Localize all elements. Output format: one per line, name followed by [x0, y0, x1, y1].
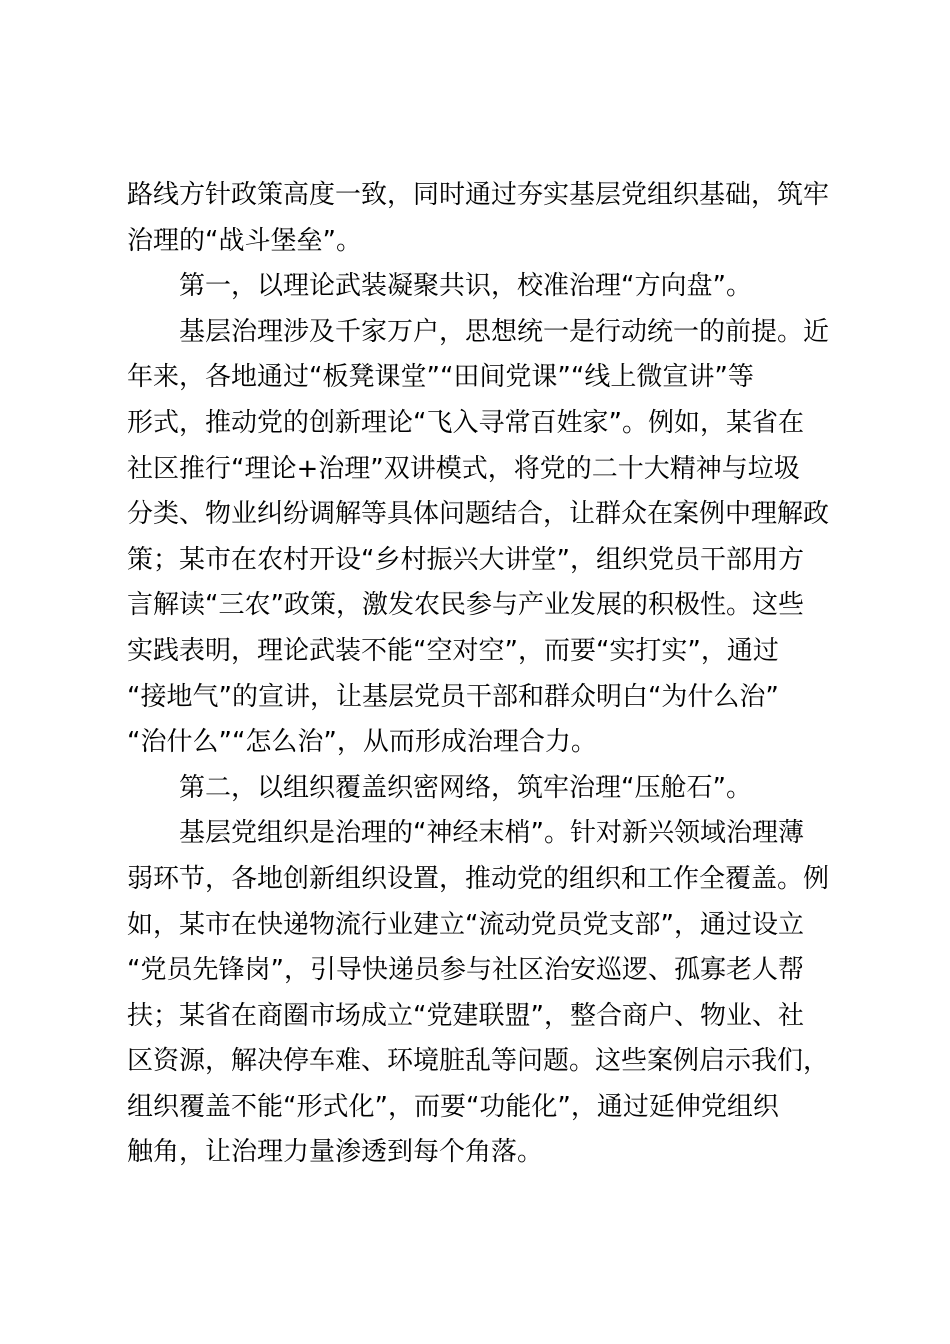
text-line: 扶；某省在商圈市场成立“党建联盟”，整合商户、物业、社 — [127, 1000, 804, 1031]
text-line: 基层治理涉及千家万户，思想统一是行动统一的前提。近 — [179, 316, 830, 347]
text-line: 触角，让治理力量渗透到每个角落。 — [127, 1137, 544, 1168]
document-body — [127, 173, 837, 1176]
text-line: 如，某市在快递物流行业建立“流动党员党支部”，通过设立 — [127, 909, 804, 940]
text-line: 弱环节，各地创新组织设置，推动党的组织和工作全覆盖。例 — [127, 863, 830, 894]
text-line: 形式，推动党的创新理论“飞入寻常百姓家”。例如，某省在 — [127, 407, 804, 438]
text-line: “党员先锋岗”，引导快递员参与社区治安巡逻、孤寡老人帮 — [127, 955, 804, 986]
text-line: “接地气”的宣讲，让基层党员干部和群众明白“为什么治” — [127, 681, 779, 712]
text-line: 组织覆盖不能“形式化”，而要“功能化”，通过延伸党组织 — [127, 1091, 779, 1122]
section-heading-1: 第一，以理论武装凝聚共识，校准治理“方向盘”。 — [179, 271, 752, 302]
text-line: 策；某市在农村开设“乡村振兴大讲堂”，组织党员干部用方 — [127, 544, 804, 575]
text-line: 治理的“战斗堡垒”。 — [127, 225, 362, 256]
text-line: 分类、物业纠纷调解等具体问题结合，让群众在案例中理解政 — [127, 499, 830, 530]
text-line: 社区推行“理论+治理”双讲模式，将党的二十大精神与垃圾 — [127, 453, 800, 484]
text-line: 言解读“三农”政策，激发农民参与产业发展的积极性。这些 — [127, 590, 804, 621]
text-line: 区资源，解决停车难、环境脏乱等问题。这些案例启示我们， — [127, 1046, 830, 1077]
text-line: 基层党组织是治理的“神经末梢”。针对新兴领域治理薄 — [179, 818, 804, 849]
text-line: 实践表明，理论武装不能“空对空”，而要“实打实”，通过 — [127, 635, 779, 666]
text-line: 年来，各地通过“板凳课堂”“田间党课”“线上微宣讲”等 — [127, 362, 754, 393]
text-line: 路线方针政策高度一致，同时通过夯实基层党组织基础，筑牢 — [127, 180, 830, 210]
section-heading-2: 第二，以组织覆盖织密网络，筑牢治理“压舱石”。 — [179, 772, 752, 803]
text-line: “治什么”“怎么治”，从而形成治理合力。 — [127, 727, 597, 758]
